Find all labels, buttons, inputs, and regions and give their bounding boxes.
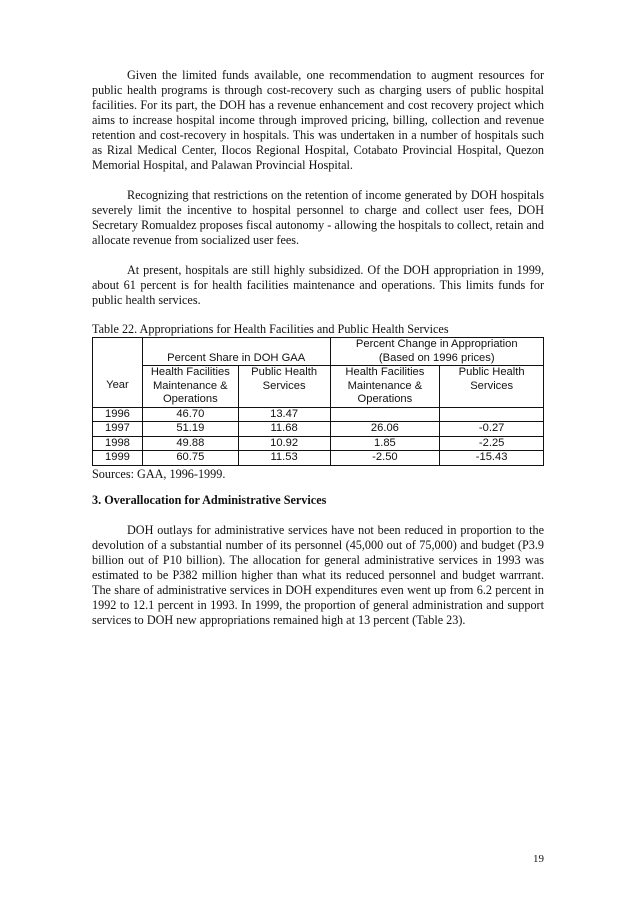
cell-change-hf	[330, 407, 440, 422]
col-header-change-hf-line1: Health Facilities	[345, 366, 425, 378]
table-row	[93, 436, 544, 451]
table-header-row-group	[93, 338, 544, 366]
cell-change-hf: 1.85	[330, 436, 440, 451]
col-header-change-hf-line3: Operations	[357, 393, 413, 405]
cell-share-ph: 11.53	[238, 451, 330, 466]
cell-year: 1996	[93, 407, 143, 422]
paragraph-overallocation: DOH outlays for administrative services have not been reduced in proportion to the devolution of a substantial number of its personnel (45,000 out of 75,000) and budget (P3.9 billion out of P10 billion). The allocation for general administrative services in 1993 was estimated to be P382 million higher than what its reduced personnel and budget warrrant. The share of administrative services in DOH expenditures even went up from 6.2 percent in 1992 to 12.1 percent in 1993. In 1999, the proportion of general administration and support services to DOH new appropriations remained high at 13 percent (Table 23).	[92, 522, 544, 627]
cell-change-ph: -2.25	[440, 436, 544, 451]
cell-year: 1997	[93, 422, 143, 437]
cell-share-ph: 10.92	[238, 436, 330, 451]
paragraph-cost-recovery: Given the limited funds available, one recommendation to augment resources for public health programs is through cost-recovery such as charging users of public hospital facilities. For its part, the DOH has a revenue enhancement and cost recovery project which aims to increase hospital income through improved pricing, billing, collection and revenue retention and cost-recovery in hospitals. This was undertaken in a number of hospitals such as Rizal Medical Center, Ilocos Regional Hospital, Cotabato Provincial Hospital, Quezon Memorial Hospital, and Palawan Provincial Hospital.	[92, 68, 544, 172]
group-header-share	[142, 338, 330, 366]
col-header-share-hf-line3: Operations	[162, 393, 218, 405]
group-header-change-line1: Percent Change in Appropriation	[355, 338, 518, 350]
cell-share-ph: 11.68	[238, 422, 330, 437]
table-header-row-columns	[93, 366, 544, 408]
cell-year: 1998	[93, 436, 143, 451]
col-header-change-hf	[330, 366, 440, 408]
cell-change-ph	[440, 407, 544, 422]
cell-change-hf: 26.06	[330, 422, 440, 437]
col-header-share-hf-line2: Maintenance &	[152, 379, 228, 392]
col-header-share-ph	[238, 366, 330, 408]
col-header-share-hf	[142, 366, 238, 408]
document-page	[92, 68, 544, 628]
cell-change-hf: -2.50	[330, 451, 440, 466]
table-sources: Sources: GAA, 1996-1999.	[92, 466, 226, 481]
col-header-share-ph-line2: Services	[262, 379, 306, 392]
col-header-change-ph-line1: Public Health	[458, 366, 525, 378]
cell-share-hf: 60.75	[142, 451, 238, 466]
cell-share-hf: 51.19	[142, 422, 238, 437]
cell-change-ph: -0.27	[440, 422, 544, 437]
cell-change-ph: -15.43	[440, 451, 544, 466]
table-row	[93, 407, 544, 422]
col-header-share-ph-line1: Public Health	[251, 366, 318, 378]
table-row	[93, 451, 544, 466]
cell-year: 1999	[93, 451, 143, 466]
col-header-change-ph	[440, 366, 544, 408]
table-caption: Table 22. Appropriations for Health Facilities and Public Health Services	[92, 322, 449, 336]
group-header-change-line2: (Based on 1996 prices)	[378, 351, 495, 364]
appropriations-table	[92, 337, 544, 466]
col-header-change-hf-line2: Maintenance &	[347, 379, 423, 392]
table-row	[93, 422, 544, 437]
page-number: 19	[533, 853, 544, 865]
col-header-share-hf-line1: Health Facilities	[150, 366, 230, 378]
cell-share-hf: 46.70	[142, 407, 238, 422]
year-header-cell	[93, 338, 143, 366]
col-header-change-ph-line2: Services	[470, 379, 514, 392]
paragraph-subsidized: At present, hospitals are still highly subsidized. Of the DOH appropriation in 1999, about 61 percent is for health facilities maintenance and operations. This limits funds for public health services.	[92, 263, 544, 307]
year-header: Year	[93, 366, 143, 408]
group-header-change	[330, 338, 544, 366]
paragraph-fiscal-autonomy: Recognizing that restrictions on the retention of income generated by DOH hospitals severely limit the incentive to hospital personnel to charge and collect user fees, DOH Secretary Romualdez proposes fiscal autonomy - allowing the hospitals to collect, retain and allocate revenue from socialized user fees.	[92, 188, 544, 247]
group-header-share-label: Percent Share in DOH GAA	[167, 351, 306, 364]
section-heading: 3. Overallocation for Administrative Services	[92, 492, 327, 507]
cell-share-hf: 49.88	[142, 436, 238, 451]
cell-share-ph: 13.47	[238, 407, 330, 422]
